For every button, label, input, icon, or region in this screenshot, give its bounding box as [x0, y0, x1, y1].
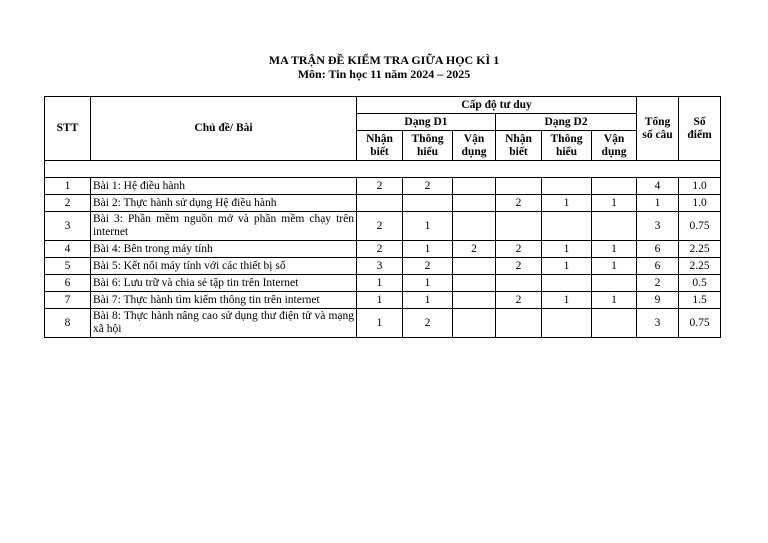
cell-d2-application: 1 [592, 195, 637, 212]
cell-d2-recognition: 2 [496, 258, 542, 275]
cell-d2-recognition: 2 [496, 241, 542, 258]
cell-total: 1 [637, 195, 679, 212]
cell-d2-application [592, 275, 637, 292]
cell-total: 6 [637, 241, 679, 258]
cell-score: 2.25 [679, 241, 721, 258]
cell-d2-application: 1 [592, 241, 637, 258]
cell-d2-understanding: 1 [542, 241, 592, 258]
cell-d1-application: 2 [453, 241, 496, 258]
cell-total: 3 [637, 309, 679, 338]
cell-d1-application [453, 212, 496, 241]
cell-d1-recognition: 2 [357, 178, 403, 195]
cell-score: 1.0 [679, 178, 721, 195]
cell-d1-application [453, 195, 496, 212]
cell-d1-recognition: 1 [357, 292, 403, 309]
cell-d1-recognition: 3 [357, 258, 403, 275]
cell-d1-recognition: 1 [357, 309, 403, 338]
cell-stt: 8 [45, 309, 91, 338]
cell-d2-understanding: 1 [542, 195, 592, 212]
cell-total: 4 [637, 178, 679, 195]
cell-stt: 1 [45, 178, 91, 195]
cell-d2-recognition [496, 309, 542, 338]
cell-d2-application [592, 178, 637, 195]
cell-d1-understanding: 2 [403, 309, 453, 338]
table-row [45, 309, 721, 338]
header-total-questions: Tổng số câu [637, 97, 679, 161]
cell-d2-recognition [496, 178, 542, 195]
cell-d2-recognition: 2 [496, 195, 542, 212]
cell-topic: Bài 2: Thực hành sử dụng Hệ điều hành [91, 195, 357, 212]
cell-topic: Bài 6: Lưu trữ và chia sẻ tập tin trên Internet [91, 275, 357, 292]
cell-d2-application: 1 [592, 292, 637, 309]
cell-topic: Bài 1: Hệ điều hành [91, 178, 357, 195]
header-topic: Chủ đề/ Bài [91, 97, 357, 161]
cell-total: 9 [637, 292, 679, 309]
cell-d2-recognition: 2 [496, 292, 542, 309]
cell-score: 0.5 [679, 275, 721, 292]
header-d1-recognition: Nhận biết [357, 131, 403, 161]
cell-topic: Bài 3: Phần mềm nguồn mở và phần mềm chạy trên internet [91, 212, 357, 241]
cell-topic: Bài 8: Thực hành nâng cao sử dụng thư điện tử và mạng xã hội [91, 309, 357, 338]
cell-d1-understanding: 1 [403, 275, 453, 292]
cell-d1-understanding: 2 [403, 178, 453, 195]
cell-d1-application [453, 178, 496, 195]
cell-d2-recognition [496, 275, 542, 292]
cell-d2-understanding [542, 212, 592, 241]
header-d1-understanding: Thông hiểu [403, 131, 453, 161]
cell-d2-recognition [496, 212, 542, 241]
cell-d2-understanding: 1 [542, 292, 592, 309]
cell-score: 0.75 [679, 309, 721, 338]
table-row [45, 258, 721, 275]
header-d2-recognition: Nhận biết [496, 131, 542, 161]
cell-d1-understanding: 1 [403, 241, 453, 258]
cell-stt: 4 [45, 241, 91, 258]
cell-score: 1.5 [679, 292, 721, 309]
cell-d1-understanding [403, 195, 453, 212]
cell-total: 6 [637, 258, 679, 275]
cell-total: 3 [637, 212, 679, 241]
cell-d2-application [592, 309, 637, 338]
cell-total: 2 [637, 275, 679, 292]
table-row [45, 292, 721, 309]
cell-d2-understanding: 1 [542, 258, 592, 275]
cell-d2-understanding [542, 309, 592, 338]
table-row [45, 195, 721, 212]
table-row [45, 275, 721, 292]
cell-d2-application: 1 [592, 258, 637, 275]
header-d2-understanding: Thông hiểu [542, 131, 592, 161]
cell-d1-application [453, 292, 496, 309]
cell-d1-recognition: 1 [357, 275, 403, 292]
cell-d1-understanding: 2 [403, 258, 453, 275]
header-thinking-level: Cấp độ tư duy [357, 97, 637, 114]
cell-d1-recognition: 2 [357, 241, 403, 258]
table-row [45, 178, 721, 195]
cell-stt: 6 [45, 275, 91, 292]
cell-score: 0.75 [679, 212, 721, 241]
cell-topic: Bài 5: Kết nối máy tính với các thiết bị số [91, 258, 357, 275]
cell-d1-application [453, 309, 496, 338]
cell-stt: 5 [45, 258, 91, 275]
exam-matrix-table [44, 96, 721, 338]
header-stt: STT [45, 97, 91, 161]
cell-d2-understanding [542, 275, 592, 292]
cell-stt: 2 [45, 195, 91, 212]
cell-d1-application [453, 275, 496, 292]
cell-d2-understanding [542, 178, 592, 195]
header-type-d2: Dạng D2 [496, 114, 637, 131]
header-type-d1: Dạng D1 [357, 114, 496, 131]
document-subtitle: Môn: Tin học 11 năm 2024 – 2025 [297, 67, 471, 81]
table-row [45, 212, 721, 241]
cell-score: 1.0 [679, 195, 721, 212]
cell-stt: 7 [45, 292, 91, 309]
document-title: MA TRẬN ĐỀ KIỂM TRA GIỮA HỌC KÌ 1 [268, 53, 500, 67]
table-row [45, 241, 721, 258]
cell-d2-application [592, 212, 637, 241]
empty-row [45, 161, 721, 178]
cell-d1-recognition [357, 195, 403, 212]
header-d2-application: Vận dụng [592, 131, 637, 161]
cell-topic: Bài 4: Bên trong máy tính [91, 241, 357, 258]
cell-d1-understanding: 1 [403, 292, 453, 309]
header-score: Số điểm [679, 97, 721, 161]
cell-d1-recognition: 2 [357, 212, 403, 241]
header-d1-application: Vận dụng [453, 131, 496, 161]
cell-d1-application [453, 258, 496, 275]
cell-score: 2.25 [679, 258, 721, 275]
cell-d1-understanding: 1 [403, 212, 453, 241]
cell-topic: Bài 7: Thực hành tìm kiếm thông tin trên internet [91, 292, 357, 309]
cell-stt: 3 [45, 212, 91, 241]
